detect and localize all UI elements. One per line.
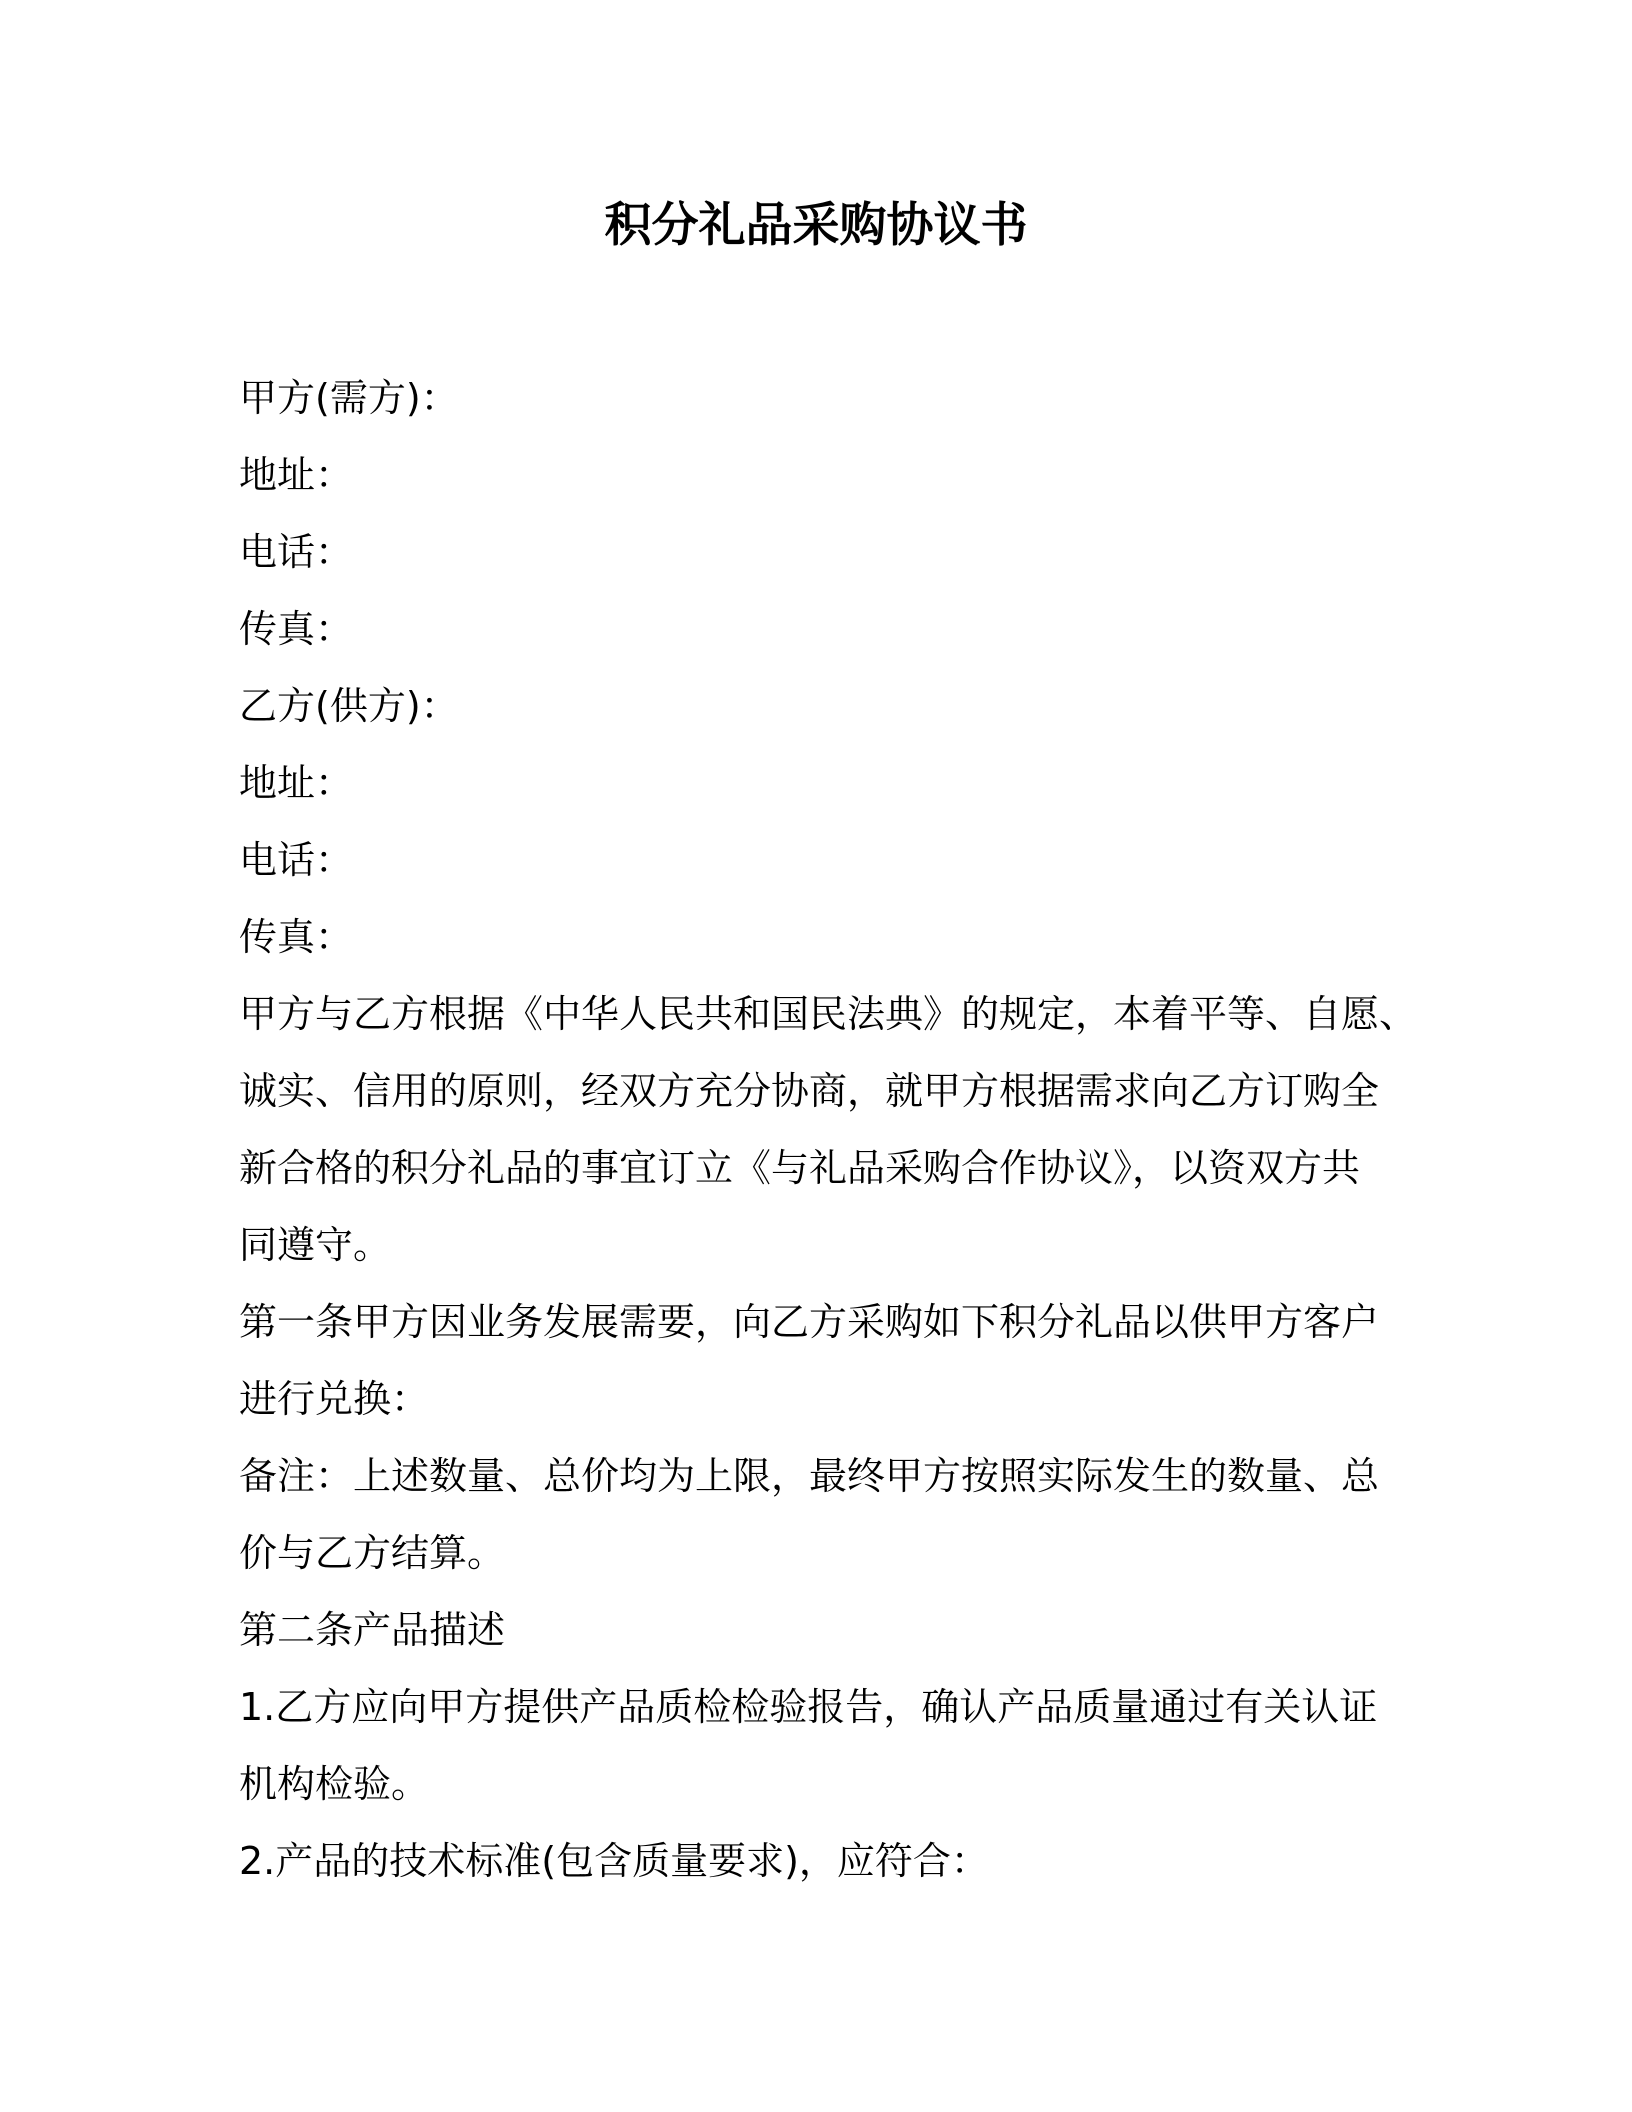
article-two-item-1-line: 1.乙方应向甲方提供产品质检检验报告，确认产品质量通过有关认证 — [239, 1685, 1378, 1729]
party-a-fax-label: 传真： — [239, 607, 354, 651]
remark-line: 价与乙方结算。 — [239, 1531, 506, 1575]
article-two-item-1-line: 机构检验。 — [239, 1762, 430, 1806]
preamble-line: 新合格的积分礼品的事宜订立《与礼品采购合作协议》，以资双方共 — [239, 1146, 1361, 1190]
document-body — [239, 360, 1418, 1900]
party-b-fax-label: 传真： — [239, 915, 354, 959]
preamble-line: 诚实、信用的原则，经双方充分协商，就甲方根据需求向乙方订购全 — [239, 1069, 1380, 1113]
party-b-label: 乙方(供方)： — [239, 684, 459, 728]
preamble-line: 同遵守。 — [239, 1223, 392, 1267]
article-two-item-2-line: 2.产品的技术标准(包含质量要求)，应符合： — [239, 1839, 989, 1883]
party-b-phone-label: 电话： — [239, 838, 354, 882]
article-one-line: 进行兑换： — [239, 1377, 430, 1421]
party-a-address-label: 地址： — [239, 453, 354, 497]
party-a-phone-label: 电话： — [239, 530, 354, 574]
preamble-line: 甲方与乙方根据《中华人民共和国民法典》的规定，本着平等、自愿、 — [239, 992, 1418, 1036]
remark-line: 备注：上述数量、总价均为上限，最终甲方按照实际发生的数量、总 — [239, 1454, 1380, 1498]
article-two-heading: 第二条产品描述 — [239, 1608, 506, 1652]
article-one-line: 第一条甲方因业务发展需要，向乙方采购如下积分礼品以供甲方客户 — [239, 1300, 1380, 1344]
document-title: 积分礼品采购协议书 — [604, 198, 1028, 253]
party-b-address-label: 地址： — [239, 761, 354, 805]
party-a-label: 甲方(需方)： — [239, 376, 459, 420]
